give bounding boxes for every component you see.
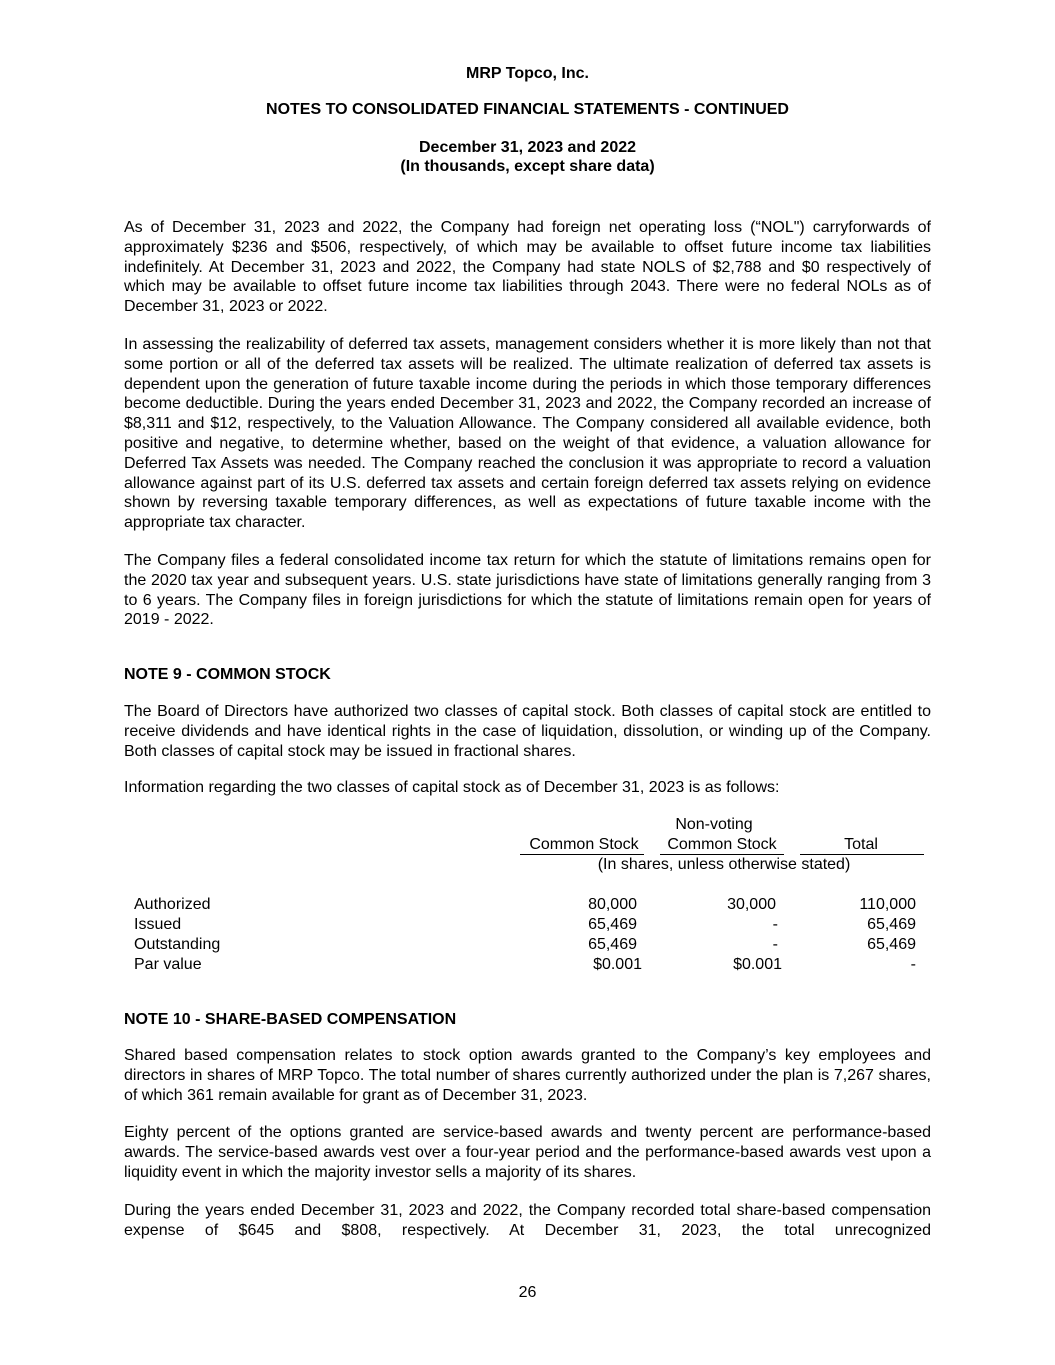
total-value: 65,469 bbox=[867, 916, 916, 933]
nonvoting-value: - bbox=[772, 916, 778, 933]
page-number: 26 bbox=[518, 1284, 537, 1301]
note-10-paragraph-3: During the years ended December 31, 2023 and 2022, the Company recorded total share-based compensation expense of $645 and $808, respectively. At December 31, 2023, the total unrecognized bbox=[124, 1202, 931, 1239]
row-label: Issued bbox=[134, 916, 182, 933]
col-nonvoting-header-line1: Non-voting bbox=[675, 816, 753, 833]
units-note: (In thousands, except share data) bbox=[400, 158, 655, 175]
total-value: - bbox=[910, 956, 916, 973]
col-nonvoting-header-line2: Common Stock bbox=[667, 836, 777, 853]
note-9-paragraph-2: Information regarding the two classes of capital stock as of December 31, 2023 is as follows: bbox=[124, 779, 780, 796]
valuation-allowance-paragraph: In assessing the realizability of deferred tax assets, management considers whether it is more likely than not that some portion or all of the deferred tax assets will be realized. The ultimate realization of deferred tax assets is dependent upon the generation of future taxable income during the periods in which those temporary differences become deductible. During the years ended December 31, 2023 and 2022, the Company recorded an increase of $8,311 and $12, respectively, to the Valuation Allowance. The Company considered all available evidence, both positive and negative, to determine whether, based on the weight of that evidence, a valuation allowance for Deferred Tax Assets was needed. The Company reached the conclusion it was appropriate to record a valuation allowance against part of its U.S. deferred tax assets and certain foreign deferred tax assets relying on evidence shown by reversing taxable temporary differences, as well as expectations of future taxable income with the appropriate tax character. bbox=[124, 336, 931, 532]
nol-paragraph: As of December 31, 2023 and 2022, the Company had foreign net operating loss (“NOL") carryforwards of approximately $236 and $506, respectively, of which may be available to offset future income tax liabilities indefinitely. At December 31, 2023 and 2022, the Company had state NOLS of $2,788 and $0 respectively of which may be available to offset future income tax liabilities through 2043. There were no federal NOLs as of December 31, 2023 or 2022. bbox=[124, 219, 931, 316]
col-common-header: Common Stock bbox=[529, 836, 639, 853]
nonvoting-value: 30,000 bbox=[727, 896, 776, 913]
statute-of-limitations-paragraph: The Company files a federal consolidated income tax return for which the statute of limitations remains open for the 2020 tax year and subsequent years. U.S. state jurisdictions have state of limitations generally ranging from 3 to 6 years. The Company files in foreign jurisdictions for which the statute of limitations remain open for years of 2019 - 2022. bbox=[124, 552, 931, 629]
row-label: Outstanding bbox=[134, 936, 221, 953]
total-value: 65,469 bbox=[867, 936, 916, 953]
company-name: MRP Topco, Inc. bbox=[466, 65, 589, 82]
col-total-header: Total bbox=[844, 836, 878, 853]
row-label: Authorized bbox=[134, 896, 211, 913]
units-subheader: (In shares, unless otherwise stated) bbox=[597, 856, 851, 873]
note-9-paragraph-1: The Board of Directors have authorized two classes of capital stock. Both classes of capital stock are entitled to receive dividends and have identical rights in the case of liquidation, dissolution, or winding up of the Company. Both classes of capital stock may be issued in fractional shares. bbox=[124, 703, 931, 760]
period-date: December 31, 2023 and 2022 bbox=[418, 139, 637, 156]
common-value: 80,000 bbox=[588, 896, 637, 913]
nonvoting-value: - bbox=[772, 936, 778, 953]
note-10-paragraph-2: Eighty percent of the options granted are service-based awards and twenty percent are performance-based awards. The service-based awards vest over a four-year period and the performance-based awards vest upon a liquidity event in which the majority investor sells a majority of its shares. bbox=[124, 1124, 931, 1181]
common-value: 65,469 bbox=[588, 916, 637, 933]
common-value: $0.001 bbox=[593, 956, 642, 973]
common-value: 65,469 bbox=[588, 936, 637, 953]
note-10-heading: NOTE 10 - SHARE-BASED COMPENSATION bbox=[124, 1011, 457, 1028]
total-value: 110,000 bbox=[859, 896, 916, 913]
document-title: NOTES TO CONSOLIDATED FINANCIAL STATEMENTS - CONTINUED bbox=[266, 101, 789, 118]
row-label: Par value bbox=[134, 956, 202, 973]
nonvoting-value: $0.001 bbox=[733, 956, 782, 973]
note-10-paragraph-1: Shared based compensation relates to stock option awards granted to the Company’s key employees and directors in shares of MRP Topco. The total number of shares currently authorized under the plan is 7,267 shares, of which 361 remain available for grant as of December 31, 2023. bbox=[124, 1047, 931, 1104]
note-9-heading: NOTE 9 - COMMON STOCK bbox=[124, 666, 331, 683]
